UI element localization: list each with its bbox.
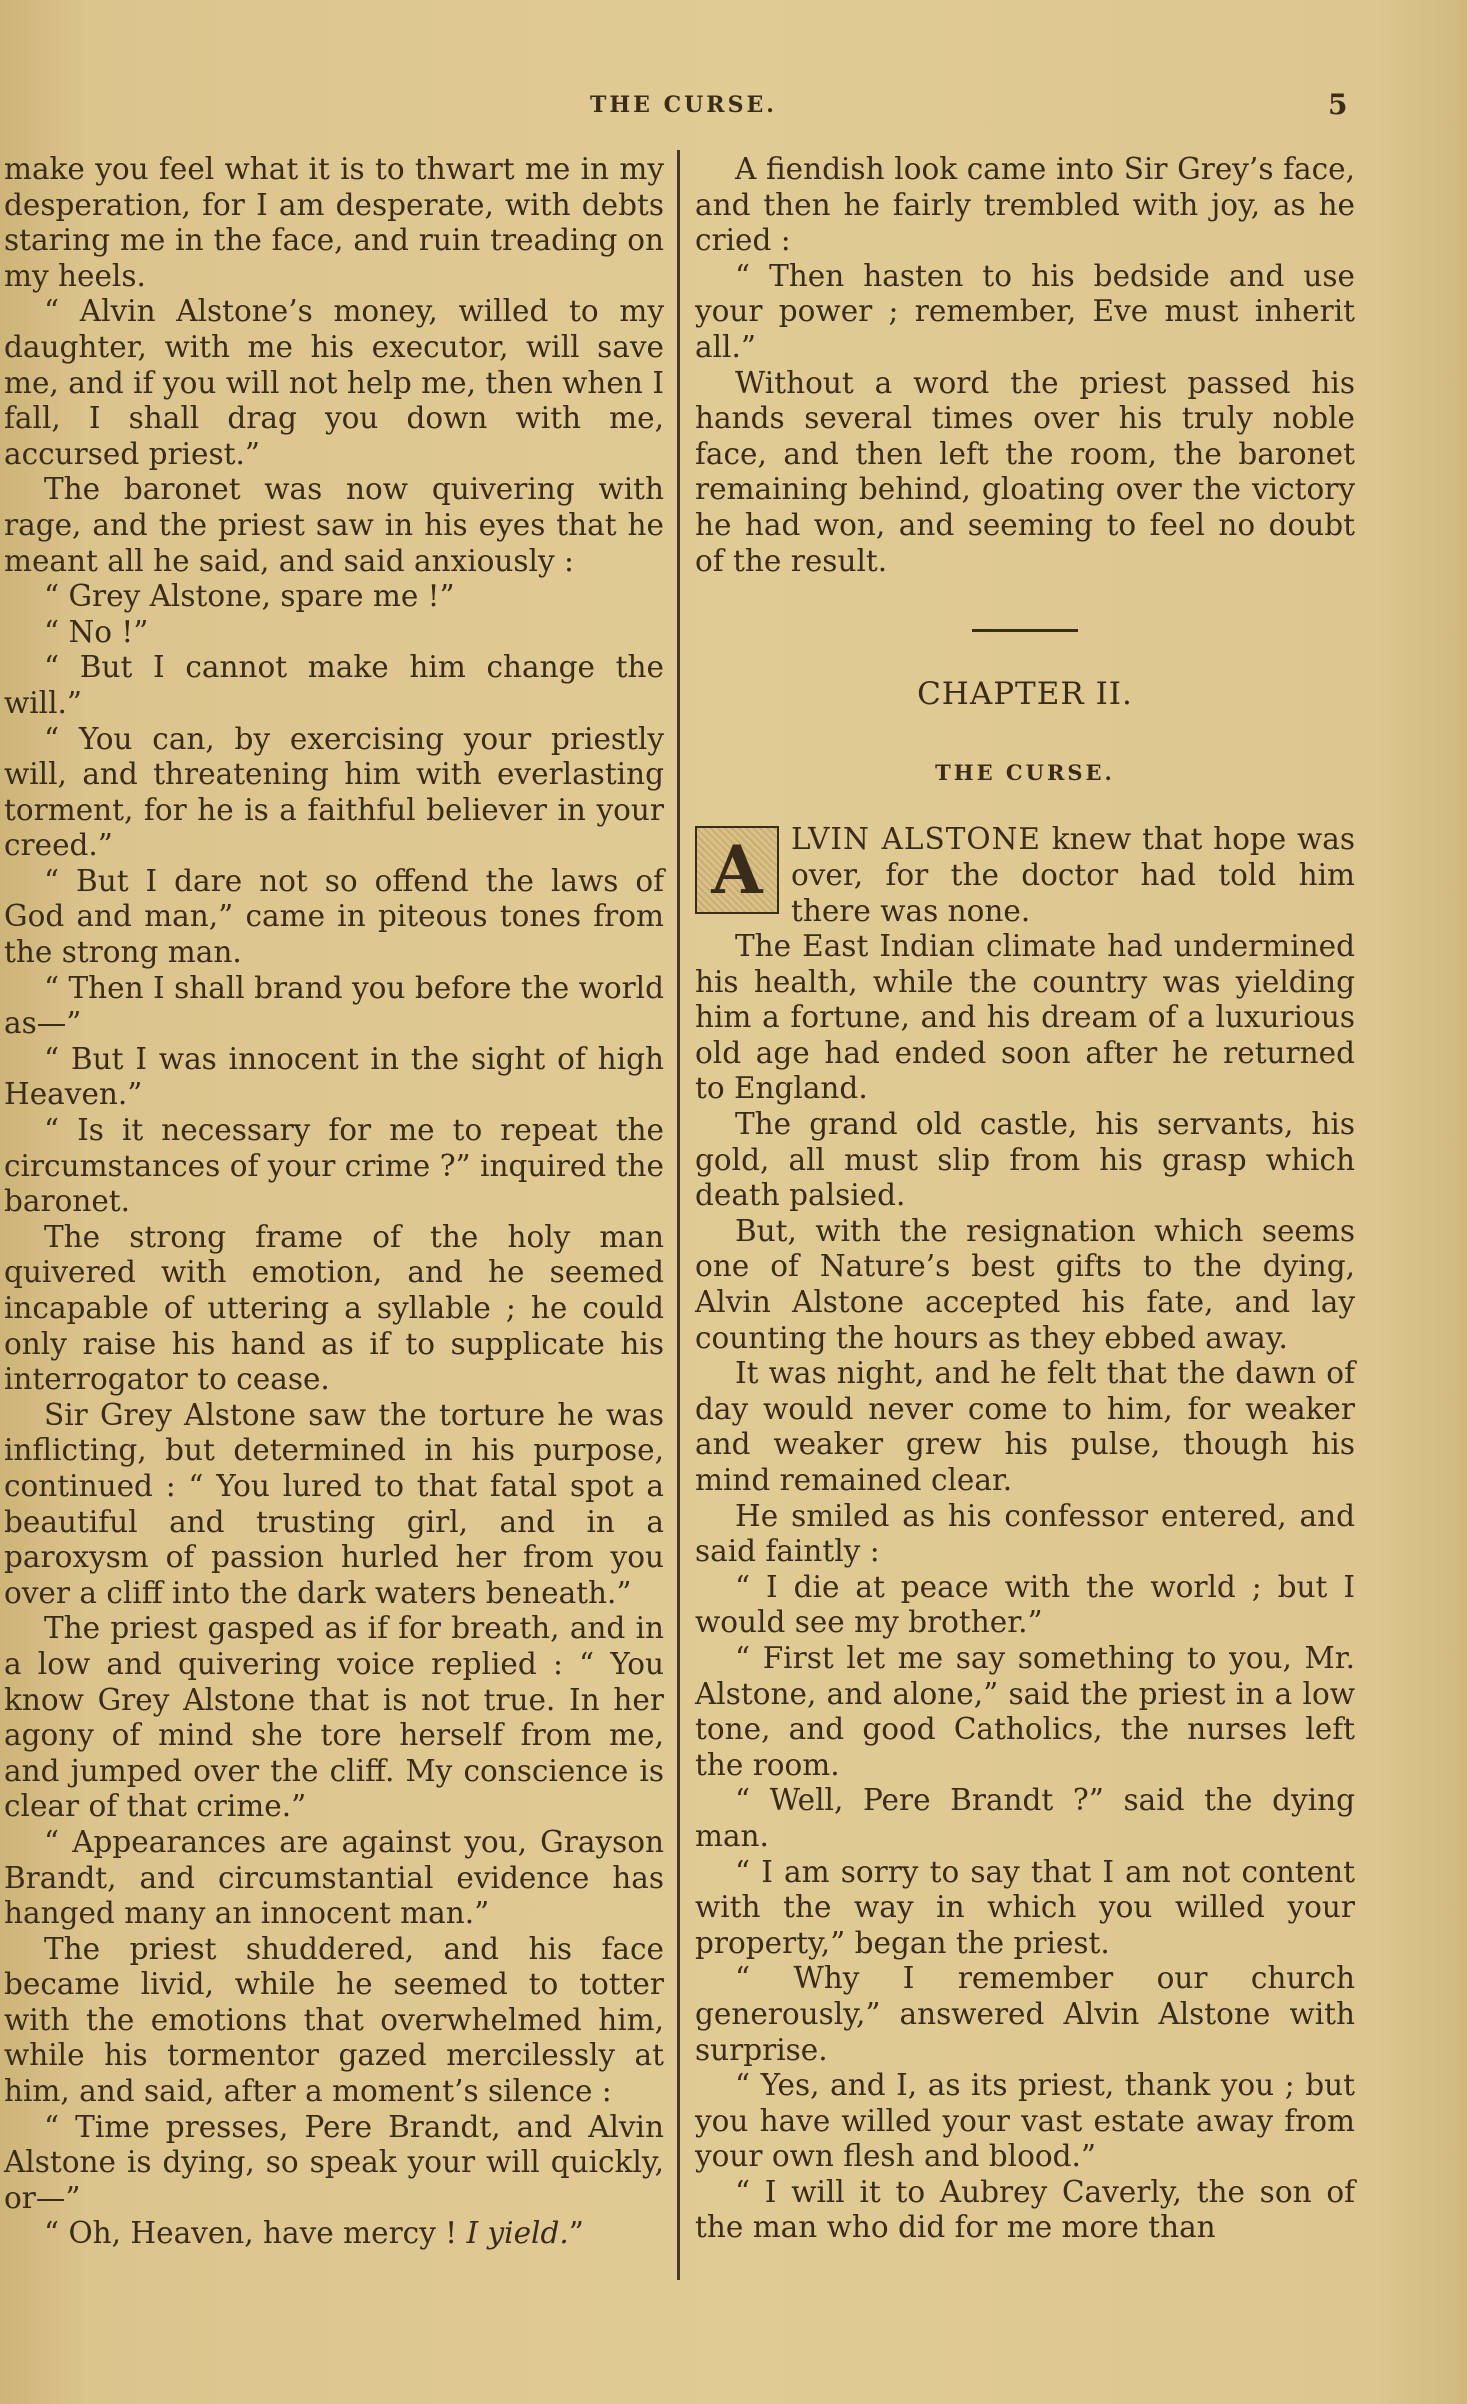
paragraph: “ No !” (44, 614, 149, 649)
paragraph: “ Then hasten to his bedside and use your power ; remember, Eve must inherit all.” (695, 258, 1355, 364)
paragraph: make you feel what it is to thwart me in my desperation, for I am desperate, with debts staring me in the face, and ruin treading on my heels. (4, 152, 664, 293)
paragraph: He smiled as his confessor entered, and said faintly : (695, 1498, 1355, 1569)
paragraph: It was night, and he felt that the dawn of day would never come to him, for weaker and weaker grew his pulse, though his mind remained clear. (695, 1356, 1355, 1497)
chapter-subtitle: THE CURSE. (935, 759, 1115, 785)
paragraph: “ I will it to Aubrey Caverly, the son of the man who did for me more than (695, 2174, 1355, 2245)
final-text: “ Oh, Heaven, have mercy ! (44, 2216, 467, 2251)
opening-text: knew that hope was over, for the doctor had told him there was none. (791, 822, 1355, 928)
paragraph: “ I am sorry to say that I am not content with the way in which you willed your property,” began the priest. (695, 1854, 1355, 1960)
paragraph: “ First let me say something to you, Mr. Alstone, and alone,” said the priest in a low tone, and good Catholics, the nurses left the room. (695, 1640, 1355, 1782)
paragraph: The grand old castle, his servants, his gold, all must slip from his grasp which death palsied. (695, 1107, 1355, 1213)
chapter-divider-rule (972, 629, 1078, 632)
left-column (4, 152, 664, 2252)
paragraph: The priest gasped as if for breath, and in a low and quivering voice replied : “ You know Grey Alstone that is not true. In her agony of mind she tore herself from me, and jumped over the cliff. My conscience is clear of that crime.” (4, 1611, 664, 1824)
paragraph: “ But I dare not so offend the laws of God and man,” came in piteous tones from the strong man. (4, 863, 664, 970)
paragraph: “ Why I remember our church generously,” answered Alvin Alstone with surprise. (695, 1961, 1355, 2067)
paragraph: “ Yes, and I, as its priest, thank you ; but you have willed your vast estate away from your own flesh and blood.” (695, 2068, 1355, 2174)
paragraph: The baronet was now quivering with rage, and the priest saw in his eyes that he meant all he said, and said anxiously : (4, 472, 664, 578)
final-emphasis: I yield. (466, 2216, 569, 2251)
paragraph: Without a word the priest passed his hands several times over his truly noble face, and then left the room, the baronet remaining behind, gloating over the victory he had won, and seeming to feel no doubt of the result. (695, 365, 1355, 578)
paragraph: “ Then I shall brand you before the world as—” (4, 970, 664, 1041)
paragraph: “ Time presses, Pere Brandt, and Alvin Alstone is dying, so speak your will quickly, or—” (4, 2109, 664, 2215)
paragraph: “ I die at peace with the world ; but I would see my brother.” (695, 1569, 1355, 1640)
page-number: 5 (1328, 88, 1348, 121)
opening-caps: LVIN ALSTONE (791, 822, 1041, 857)
chapter-title: CHAPTER II. (917, 676, 1133, 713)
paragraph: “ You can, by exercising your priestly will, and threatening him with everlasting torment, for he is a faithful believer in your creed.” (4, 721, 664, 863)
drop-cap: A (695, 826, 779, 914)
paragraph-final (4, 2216, 664, 2252)
paragraph: “ Grey Alstone, spare me !” (44, 579, 455, 614)
paragraph: “ Appearances are against you, Grayson Brandt, and circumstantial evidence has hanged many an innocent man.” (4, 1824, 664, 1931)
running-head (0, 88, 1467, 128)
chapter-opening-paragraph (695, 822, 1355, 929)
paragraph: “ Is it necessary for me to repeat the circumstances of your crime ?” inquired the baronet. (4, 1113, 664, 1219)
paragraph: Sir Grey Alstone saw the torture he was inflicting, but determined in his purpose, continued : “ You lured to that fatal spot a beautiful and trusting girl, and in a paroxysm of passion hurled her from you over a cliff into the dark waters beneath.” (4, 1397, 664, 1610)
column-divider (677, 150, 680, 2280)
running-title: THE CURSE. (590, 92, 777, 118)
paragraph: The priest shuddered, and his face became livid, while he seemed to totter with the emotions that overwhelmed him, while his tormentor gazed mercilessly at him, and said, after a moment’s silence : (4, 1931, 664, 2109)
paragraph: A fiendish look came into Sir Grey’s face, and then he fairly trembled with joy, as he cried : (695, 152, 1355, 258)
paragraph: The East Indian climate had undermined his health, while the country was yielding him a fortune, and his dream of a luxurious old age had ended soon after he returned to England. (695, 929, 1355, 1106)
paragraph: “ Well, Pere Brandt ?” said the dying man. (695, 1783, 1355, 1853)
paragraph: “ Alvin Alstone’s money, willed to my daughter, with me his executor, will save me, and if you will not help me, then when I fall, I shall drag you down with me, accursed priest.” (4, 294, 664, 471)
final-close-quote: ” (568, 2216, 584, 2251)
right-column (695, 152, 1355, 2246)
paragraph: “ But I cannot make him change the will.” (4, 650, 664, 720)
paragraph: The strong frame of the holy man quivered with emotion, and he seemed incapable of uttering a syllable ; he could only raise his hand as if to supplicate his interrogator to cease. (4, 1219, 664, 1397)
paragraph: “ But I was innocent in the sight of high Heaven.” (4, 1041, 664, 1112)
paragraph: But, with the resignation which seems one of Nature’s best gifts to the dying, Alvin Alstone accepted his fate, and lay counting the hours as they ebbed away. (695, 1213, 1355, 1355)
